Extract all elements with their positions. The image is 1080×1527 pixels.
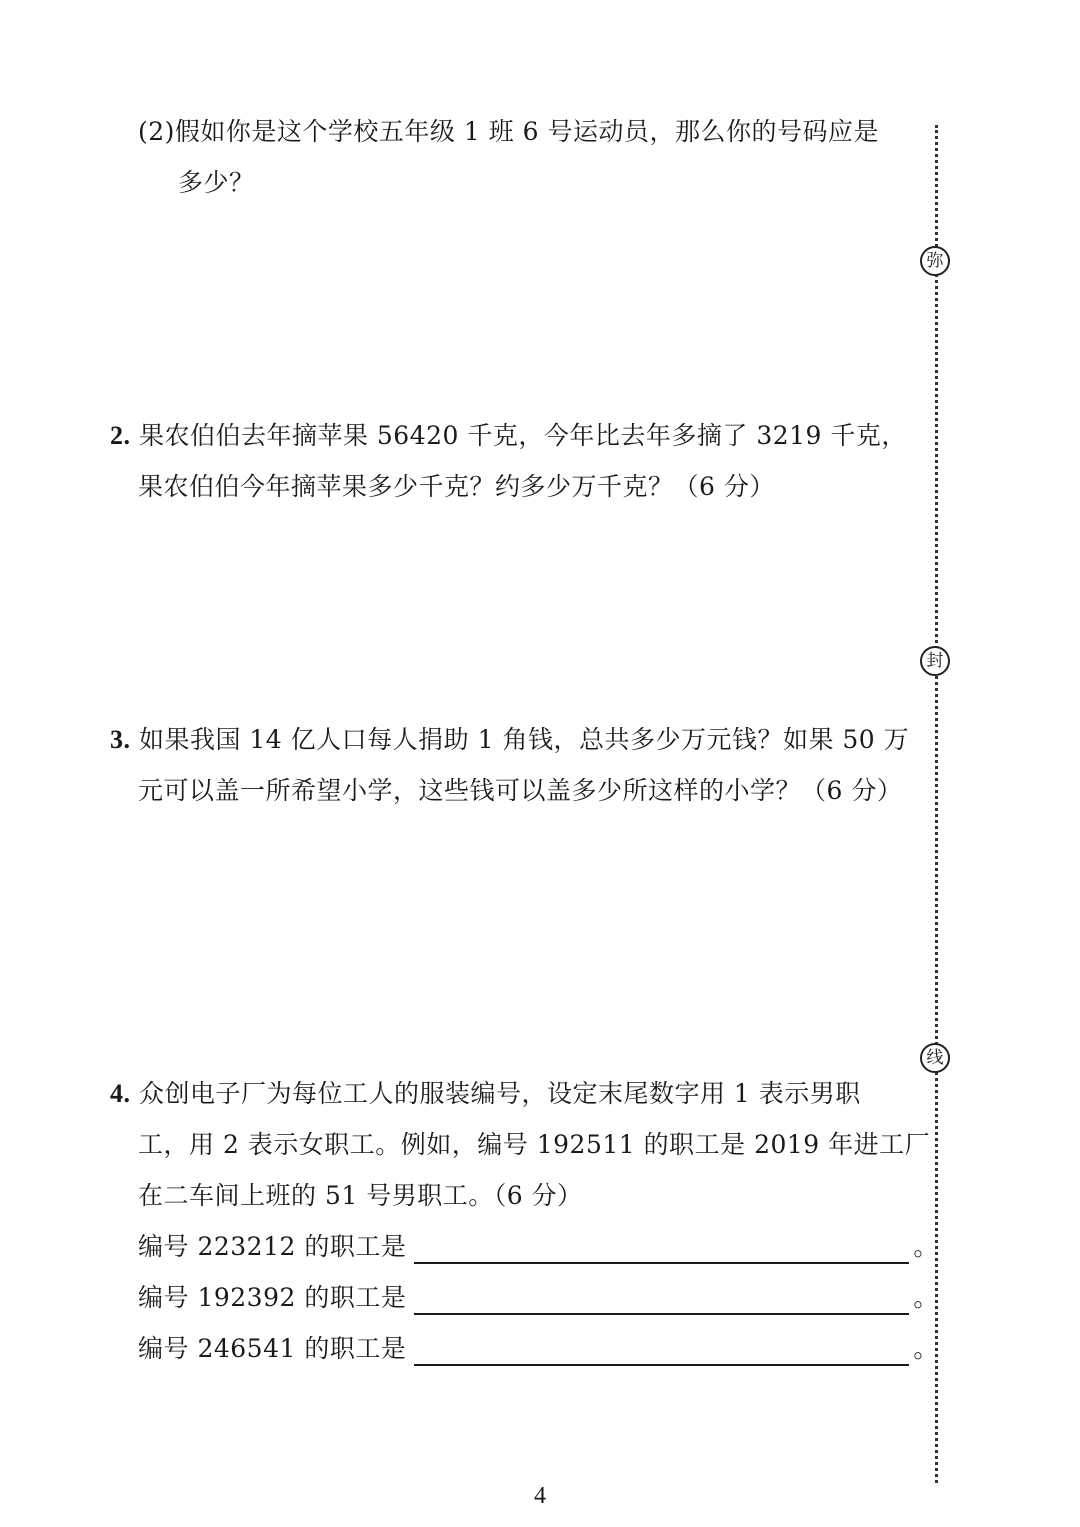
q4-fill-row <box>138 1281 939 1315</box>
binding-dotted-line <box>935 125 938 1483</box>
seal-mi: 弥 <box>920 246 950 276</box>
q3-number: 3. <box>110 725 131 754</box>
q4-number: 4. <box>110 1079 131 1108</box>
answer-blank[interactable] <box>414 1283 909 1315</box>
q4-fill-row <box>138 1332 939 1366</box>
q4-line2: 工，用 2 表示女职工。例如，编号 192511 的职工是 2019 年进工厂 <box>138 1130 931 1159</box>
q3-text-line1: 如果我国 14 亿人口每人捐助 1 角钱，总共多少万元钱？如果 50 万 <box>138 725 910 754</box>
q1-sub2-line2: 多少？ <box>178 168 255 197</box>
q4-fill-suffix: 。 <box>913 1334 939 1363</box>
seal-feng: 封 <box>920 646 950 676</box>
q1-sub2-line1: (2)假如你是这个学校五年级 1 班 6 号运动员，那么你的号码应是 <box>138 117 880 146</box>
q2-text-line1: 果农伯伯去年摘苹果 56420 千克，今年比去年多摘了 3219 千克， <box>138 421 907 450</box>
q4-fill-suffix: 。 <box>913 1283 939 1312</box>
q4-fill-prefix: 编号 223212 的职工是 <box>138 1232 407 1261</box>
page-number: 4 <box>534 1483 546 1509</box>
answer-blank[interactable] <box>414 1232 909 1264</box>
q4-fill-prefix: 编号 246541 的职工是 <box>138 1334 407 1363</box>
q4-text-line1: 众创电子厂为每位工人的服装编号，设定末尾数字用 1 表示男职 <box>138 1079 861 1108</box>
q4-line3: 在二车间上班的 51 号男职工。（6 分） <box>138 1181 583 1210</box>
answer-blank[interactable] <box>414 1334 909 1366</box>
q3-line2: 元可以盖一所希望小学，这些钱可以盖多少所这样的小学？（6 分） <box>138 776 903 805</box>
q4-fill-suffix: 。 <box>913 1232 939 1261</box>
q2-line2: 果农伯伯今年摘苹果多少千克？约多少万千克？（6 分） <box>138 472 775 501</box>
q3-line1 <box>110 723 909 757</box>
q4-line1 <box>110 1077 861 1111</box>
q4-fill-prefix: 编号 192392 的职工是 <box>138 1283 407 1312</box>
q2-line1 <box>110 419 907 453</box>
q2-number: 2. <box>110 421 131 450</box>
seal-xian: 线 <box>920 1043 950 1073</box>
q4-fill-row <box>138 1230 939 1264</box>
